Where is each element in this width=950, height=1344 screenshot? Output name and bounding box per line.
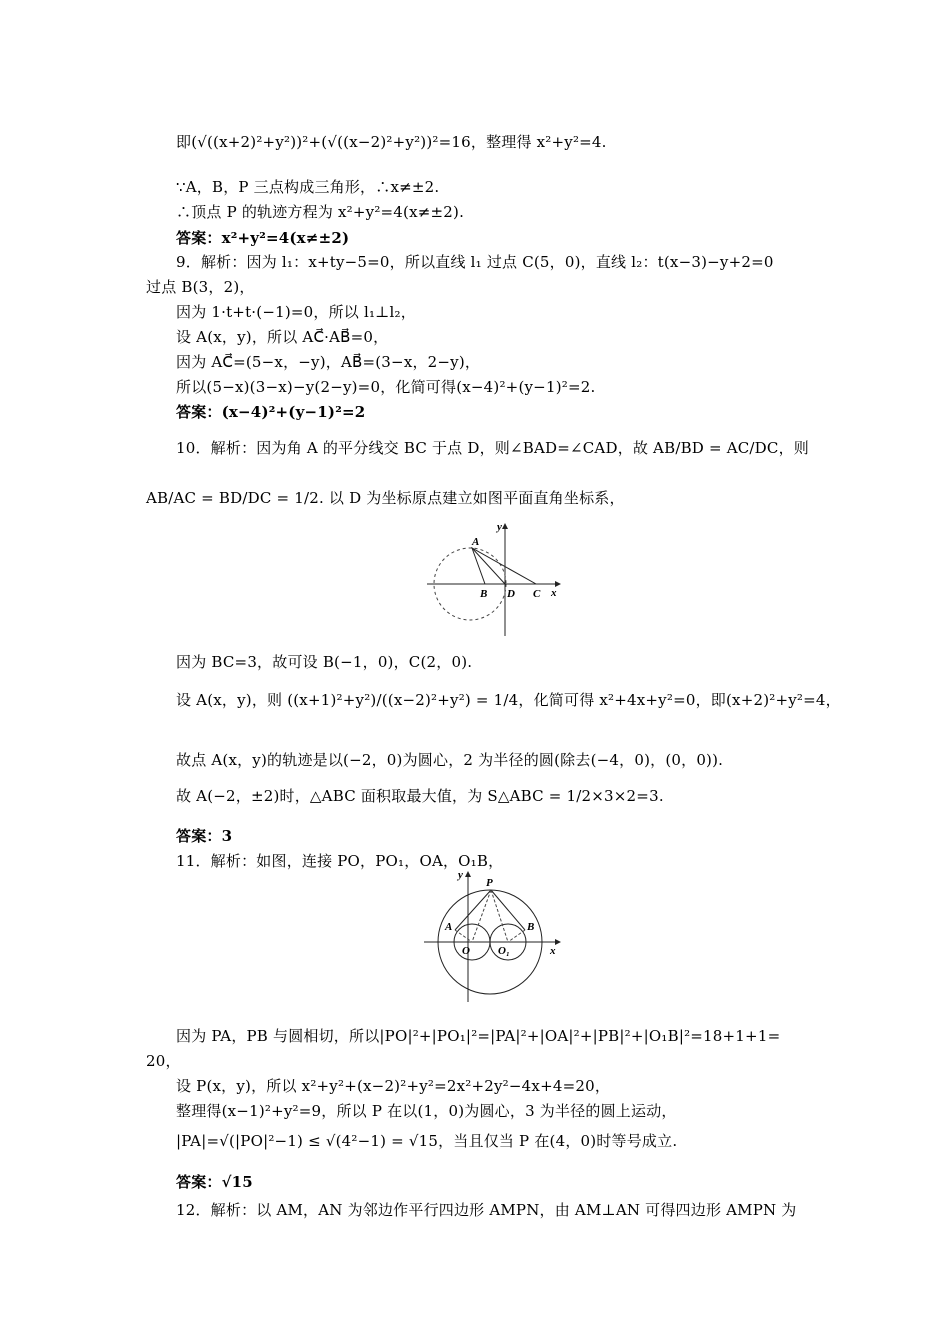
text-line: 12．解析：以 AM，AN 为邻边作平行四边形 AMPN，由 AM⊥AN 可得四边形 AMPN 为 <box>176 1201 797 1219</box>
text-line: 整理得(x−1)²+y²=9，所以 P 在以(1，0)为圆心，3 为半径的圆上运动， <box>176 1102 677 1120</box>
fig2-label-p: P <box>486 877 493 889</box>
text-line: ∵A，B，P 三点构成三角形，∴x≠±2. <box>176 178 440 196</box>
answer-line: 答案：x²+y²=4(x≠±2) <box>176 229 350 247</box>
text-line: 因为 BC=3，故可设 B(−1，0)，C(2，0). <box>176 653 473 671</box>
text-line: 因为 PA，PB 与圆相切，所以|PO|²+|PO₁|²=|PA|²+|OA|²+|PB|²+|O₁B|²=18+1+1= <box>176 1027 781 1045</box>
text-line: ∴顶点 P 的轨迹方程为 x²+y²=4(x≠±2). <box>176 203 465 221</box>
fig2-label-x: x <box>550 945 556 957</box>
fig1-label-b: B <box>480 588 488 600</box>
text-line: 故点 A(x，y)的轨迹是以(−2，0)为圆心，2 为半径的圆(除去(−4，0)，(0，0)). <box>176 751 724 769</box>
figure-two-circles <box>420 866 570 1006</box>
figure-triangle-circle <box>425 518 565 640</box>
text-line: 故 A(−2，±2)时，△ABC 面积取最大值，为 S△ABC = 1/2×3×2=3. <box>176 787 664 805</box>
text-line: 9．解析：因为 l₁：x+ty−5=0，所以直线 l₁ 过点 C(5，0)，直线 l₂：t(x−3)−y+2=0 <box>176 253 774 271</box>
text-line: 所以(5−x)(3−x)−y(2−y)=0，化简可得(x−4)²+(y−1)²=2. <box>176 378 596 396</box>
text-line: 即(√((x+2)²+y²))²+(√((x−2)²+y²))²=16，整理得 x²+y²=4. <box>176 133 607 151</box>
fig2-label-o: O <box>462 945 470 957</box>
text-line: 10．解析：因为角 A 的平分线交 BC 于点 D，则∠BAD=∠CAD，故 AB/BD = AC/DC，则 <box>176 439 809 457</box>
text-line: 11．解析：如图，连接 PO，PO₁，OA，O₁B， <box>176 852 504 870</box>
answer-line: 答案：3 <box>176 827 233 845</box>
answer-line: 答案：√15 <box>176 1173 253 1191</box>
text-line: AB/AC = BD/DC = 1/2. 以 D 为坐标原点建立如图平面直角坐标系， <box>146 489 625 507</box>
fig1-label-c: C <box>533 588 541 600</box>
fig2-label-y: y <box>458 869 463 881</box>
text-line: 过点 B(3，2)， <box>146 278 255 296</box>
text-line: 设 A(x，y)，则 ((x+1)²+y²)/((x−2)²+y²) = 1/4，化简可得 x²+4x+y²=0，即(x+2)²+y²=4， <box>176 691 841 709</box>
fig1-label-y: y <box>497 521 502 533</box>
fig1-label-x: x <box>551 587 557 599</box>
fig1-label-a: A <box>472 536 480 548</box>
answer-line: 答案：(x−4)²+(y−1)²=2 <box>176 403 366 421</box>
text-line: |PA|=√(|PO|²−1) ≤ √(4²−1) = √15，当且仅当 P 在(4，0)时等号成立. <box>176 1132 678 1150</box>
fig1-label-d: D <box>507 588 515 600</box>
fig2-label-b: B <box>527 921 535 933</box>
text-line: 20， <box>146 1052 181 1070</box>
text-line: 设 P(x，y)，所以 x²+y²+(x−2)²+y²=2x²+2y²−4x+4=20， <box>176 1077 611 1095</box>
fig2-label-a: A <box>445 921 453 933</box>
fig2-label-o1: O₁ <box>498 945 510 957</box>
text-line: 因为 AC⃗=(5−x，−y)，AB⃗=(3−x，2−y)， <box>176 353 481 371</box>
text-line: 因为 1·t+t·(−1)=0，所以 l₁⊥l₂， <box>176 303 416 321</box>
text-line: 设 A(x，y)，所以 AC⃗·AB⃗=0， <box>176 328 389 346</box>
